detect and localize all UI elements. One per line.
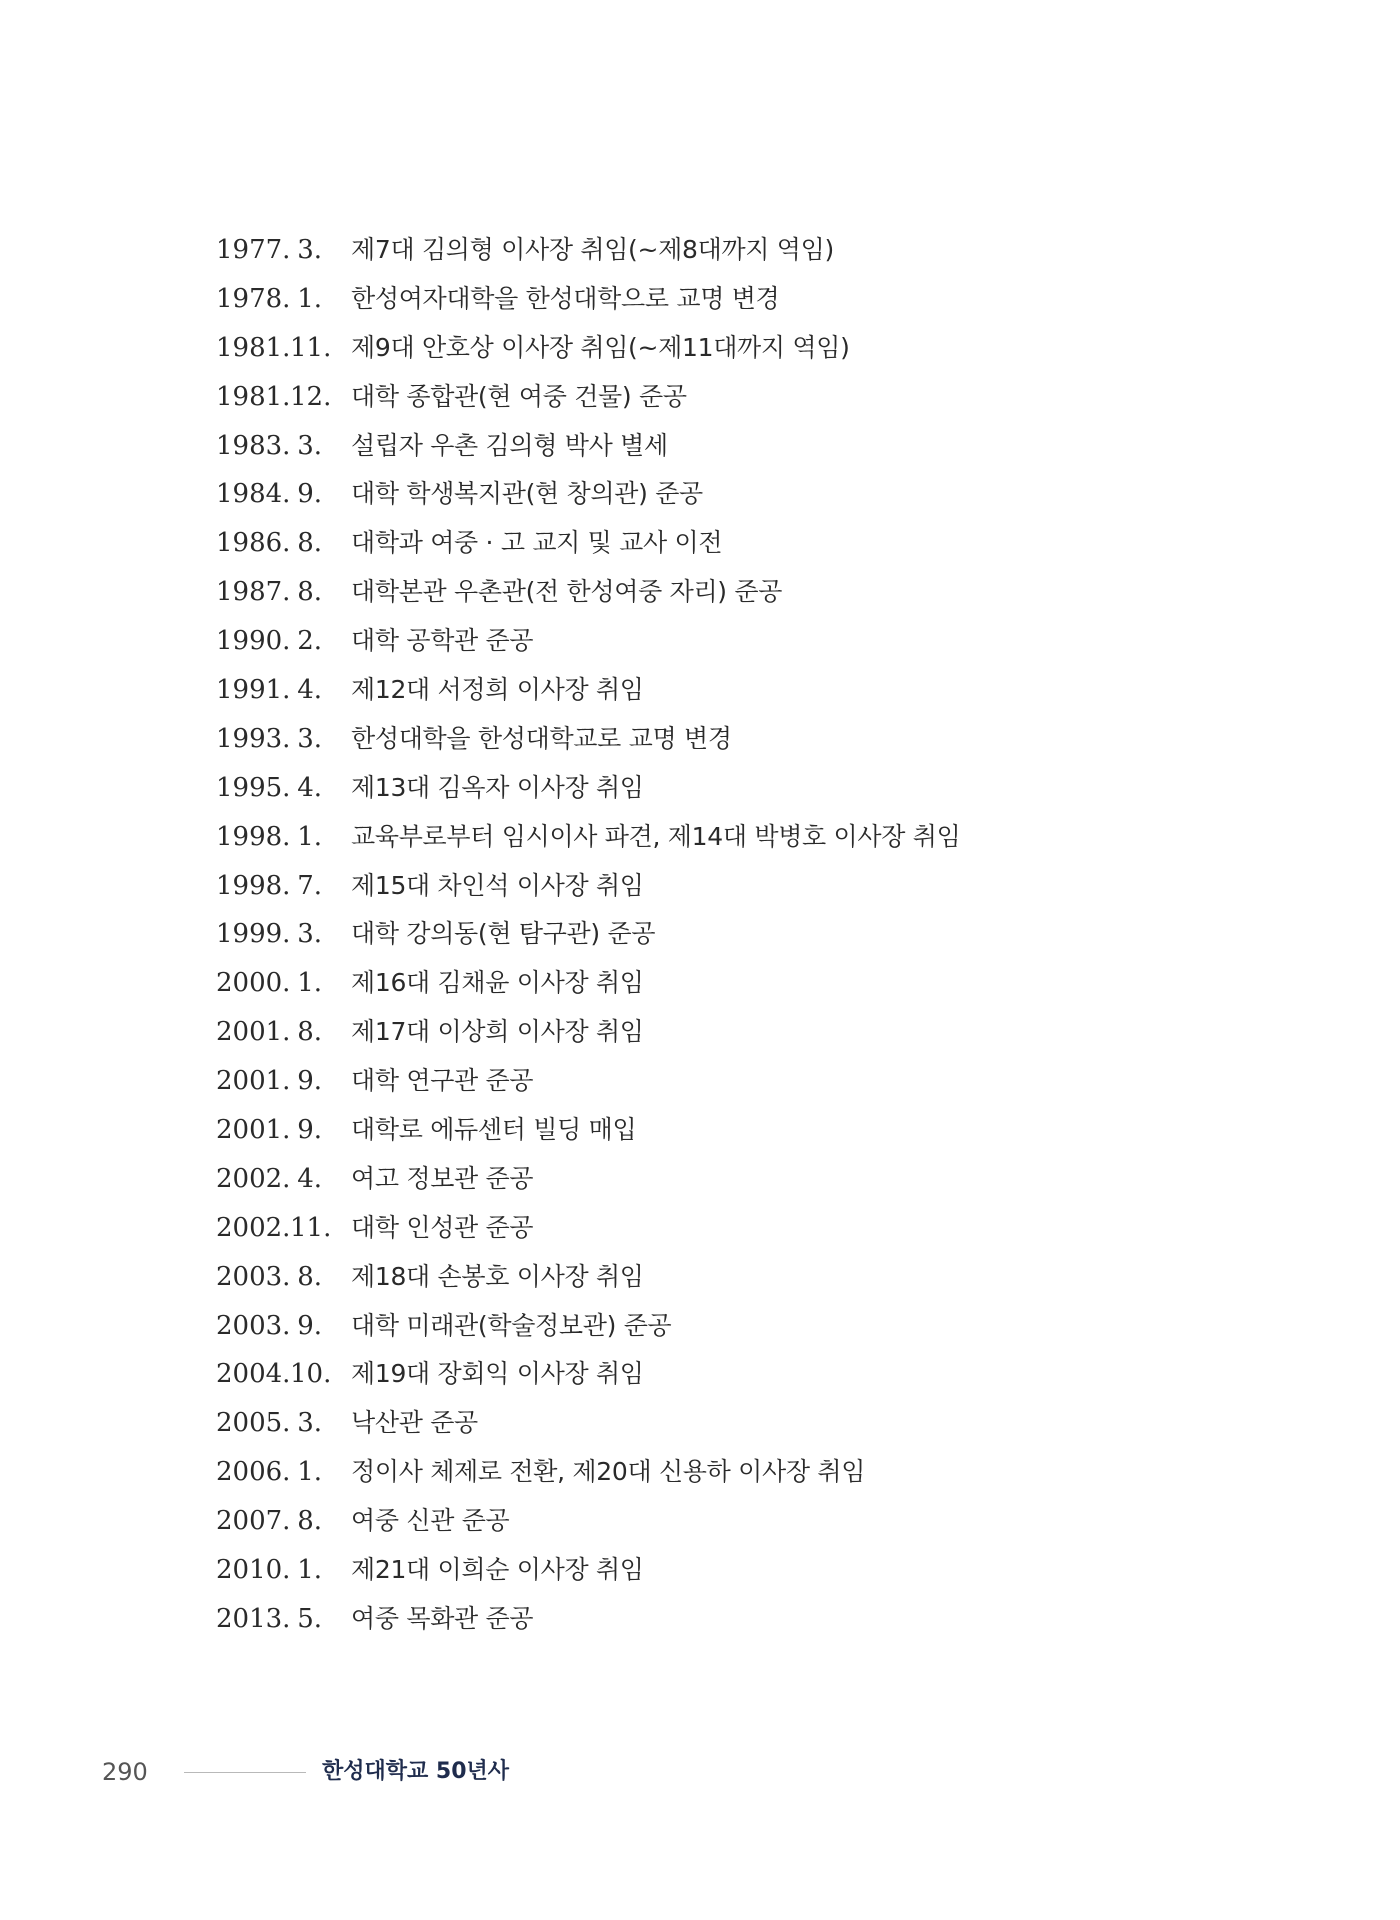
timeline-entry — [0, 226, 1400, 275]
entry-year: 2004. — [216, 1359, 291, 1390]
page-number: 290 — [102, 1758, 148, 1786]
entry-month: 8. — [297, 1506, 322, 1537]
entry-event: 제19대 장회익 이사장 취임 — [351, 1359, 644, 1389]
entry-event: 대학 종합관(현 여중 건물) 준공 — [351, 381, 687, 411]
entry-year: 1983. — [216, 430, 291, 461]
entry-month: 3. — [297, 919, 322, 950]
entry-year: 1986. — [216, 528, 291, 559]
book-title: 한성대학교 50년사 — [322, 1759, 510, 1784]
entry-month: 12. — [290, 381, 332, 412]
timeline-entry — [0, 1204, 1400, 1253]
entry-month: 11. — [290, 1212, 332, 1243]
timeline-entry — [0, 617, 1400, 666]
entry-year: 1991. — [216, 675, 291, 706]
timeline-entry — [0, 764, 1400, 813]
timeline-entry — [0, 1497, 1400, 1546]
entry-year: 2005. — [216, 1408, 291, 1439]
entry-event: 여고 정보관 준공 — [351, 1163, 534, 1193]
entry-month: 3. — [297, 430, 322, 461]
entry-month: 8. — [297, 1261, 322, 1292]
timeline-entry — [0, 324, 1400, 373]
entry-month: 1. — [297, 1457, 322, 1488]
timeline-entry — [0, 1546, 1400, 1595]
entry-event: 교육부로부터 임시이사 파견, 제14대 박병호 이사장 취임 — [351, 821, 961, 851]
entry-year: 1977. — [216, 235, 291, 265]
entry-year: 2000. — [216, 968, 291, 999]
entry-month: 4. — [297, 675, 322, 706]
timeline-entry — [0, 715, 1400, 764]
entry-event: 제17대 이상희 이사장 취임 — [351, 1017, 644, 1047]
entry-year: 2001. — [216, 1066, 291, 1097]
timeline-entry — [0, 666, 1400, 715]
timeline-list — [0, 226, 1400, 1644]
entry-month: 1. — [297, 968, 322, 999]
entry-year: 2002. — [216, 1212, 291, 1243]
entry-event: 대학 공학관 준공 — [351, 626, 534, 656]
entry-event: 대학본관 우촌관(전 한성여중 자리) 준공 — [351, 577, 783, 607]
timeline-entry — [0, 470, 1400, 519]
entry-month: 8. — [297, 528, 322, 559]
entry-year: 1999. — [216, 919, 291, 950]
timeline-entry — [0, 1302, 1400, 1351]
entry-event: 제18대 손봉호 이사장 취임 — [351, 1261, 644, 1291]
entry-event: 설립자 우촌 김의형 박사 별세 — [351, 430, 668, 460]
entry-year: 2010. — [216, 1555, 291, 1586]
entry-month: 11. — [290, 332, 332, 363]
entry-event: 제12대 서정희 이사장 취임 — [351, 675, 644, 705]
entry-month: 5. — [297, 1603, 322, 1634]
entry-month: 3. — [297, 1408, 322, 1439]
timeline-entry — [0, 1106, 1400, 1155]
entry-month: 10. — [290, 1359, 332, 1390]
timeline-entry — [0, 910, 1400, 959]
entry-month: 4. — [297, 772, 322, 803]
entry-year: 2002. — [216, 1163, 291, 1194]
entry-month: 8. — [297, 1017, 322, 1048]
timeline-entry — [0, 373, 1400, 422]
timeline-entry — [0, 568, 1400, 617]
entry-year: 2007. — [216, 1506, 291, 1537]
timeline-entry — [0, 1350, 1400, 1399]
entry-year: 1987. — [216, 577, 291, 608]
entry-year: 2001. — [216, 1115, 291, 1146]
entry-event: 대학 연구관 준공 — [351, 1066, 534, 1096]
timeline-entry — [0, 1595, 1400, 1644]
entry-year: 1998. — [216, 821, 291, 852]
entry-month: 7. — [297, 870, 322, 901]
entry-event: 정이사 체제로 전환, 제20대 신용하 이사장 취임 — [351, 1457, 866, 1487]
timeline-entry — [0, 519, 1400, 568]
timeline-entry — [0, 1399, 1400, 1448]
entry-month: 8. — [297, 577, 322, 608]
entry-year: 2006. — [216, 1457, 291, 1488]
entry-event: 제16대 김채윤 이사장 취임 — [351, 968, 644, 998]
entry-month: 1. — [297, 1555, 322, 1586]
page-footer — [0, 1752, 1400, 1792]
timeline-entry — [0, 862, 1400, 911]
entry-month: 1. — [297, 283, 322, 314]
entry-month: 9. — [297, 479, 322, 510]
timeline-entry — [0, 1448, 1400, 1497]
entry-event: 제13대 김옥자 이사장 취임 — [351, 772, 644, 802]
timeline-entry — [0, 1057, 1400, 1106]
entry-event: 낙산관 준공 — [351, 1408, 478, 1438]
timeline-entry — [0, 813, 1400, 862]
entry-event: 대학로 에듀센터 빌딩 매입 — [351, 1115, 637, 1145]
entry-event: 대학 학생복지관(현 창의관) 준공 — [351, 479, 703, 509]
entry-event: 제7대 김의형 이사장 취임(~제8대까지 역임) — [351, 235, 834, 264]
entry-event: 한성대학을 한성대학교로 교명 변경 — [351, 723, 732, 753]
timeline-entry — [0, 1253, 1400, 1302]
entry-year: 1981. — [216, 381, 291, 412]
entry-year: 1993. — [216, 723, 291, 754]
timeline-entry — [0, 1155, 1400, 1204]
footer-divider — [184, 1772, 306, 1773]
entry-year: 1998. — [216, 870, 291, 901]
entry-event: 제21대 이희순 이사장 취임 — [351, 1555, 644, 1585]
entry-event: 여중 신관 준공 — [351, 1506, 510, 1536]
entry-event: 제15대 차인석 이사장 취임 — [351, 870, 644, 900]
entry-month: 1. — [297, 821, 322, 852]
entry-event: 제9대 안호상 이사장 취임(~제11대까지 역임) — [351, 332, 850, 362]
entry-month: 9. — [297, 1310, 322, 1341]
entry-year: 1981. — [216, 332, 291, 363]
entry-year: 1978. — [216, 283, 291, 314]
entry-event: 여중 목화관 준공 — [351, 1603, 534, 1633]
entry-event: 대학 강의동(현 탐구관) 준공 — [351, 919, 656, 949]
entry-month: 3. — [297, 235, 322, 265]
entry-year: 2003. — [216, 1261, 291, 1292]
entry-year: 1995. — [216, 772, 291, 803]
entry-month: 4. — [297, 1163, 322, 1194]
entry-year: 1984. — [216, 479, 291, 510]
entry-year: 1990. — [216, 626, 291, 657]
timeline-entry — [0, 959, 1400, 1008]
timeline-entry — [0, 1008, 1400, 1057]
entry-month: 9. — [297, 1066, 322, 1097]
entry-month: 2. — [297, 626, 322, 657]
entry-year: 2001. — [216, 1017, 291, 1048]
timeline-entry — [0, 275, 1400, 324]
entry-year: 2013. — [216, 1603, 291, 1634]
entry-month: 3. — [297, 723, 322, 754]
entry-year: 2003. — [216, 1310, 291, 1341]
entry-event: 대학 미래관(학술정보관) 준공 — [351, 1310, 672, 1340]
entry-event: 한성여자대학을 한성대학으로 교명 변경 — [351, 283, 780, 313]
entry-event: 대학과 여중 · 고 교지 및 교사 이전 — [351, 528, 723, 558]
entry-event: 대학 인성관 준공 — [351, 1212, 534, 1242]
entry-month: 9. — [297, 1115, 322, 1146]
timeline-entry — [0, 422, 1400, 471]
